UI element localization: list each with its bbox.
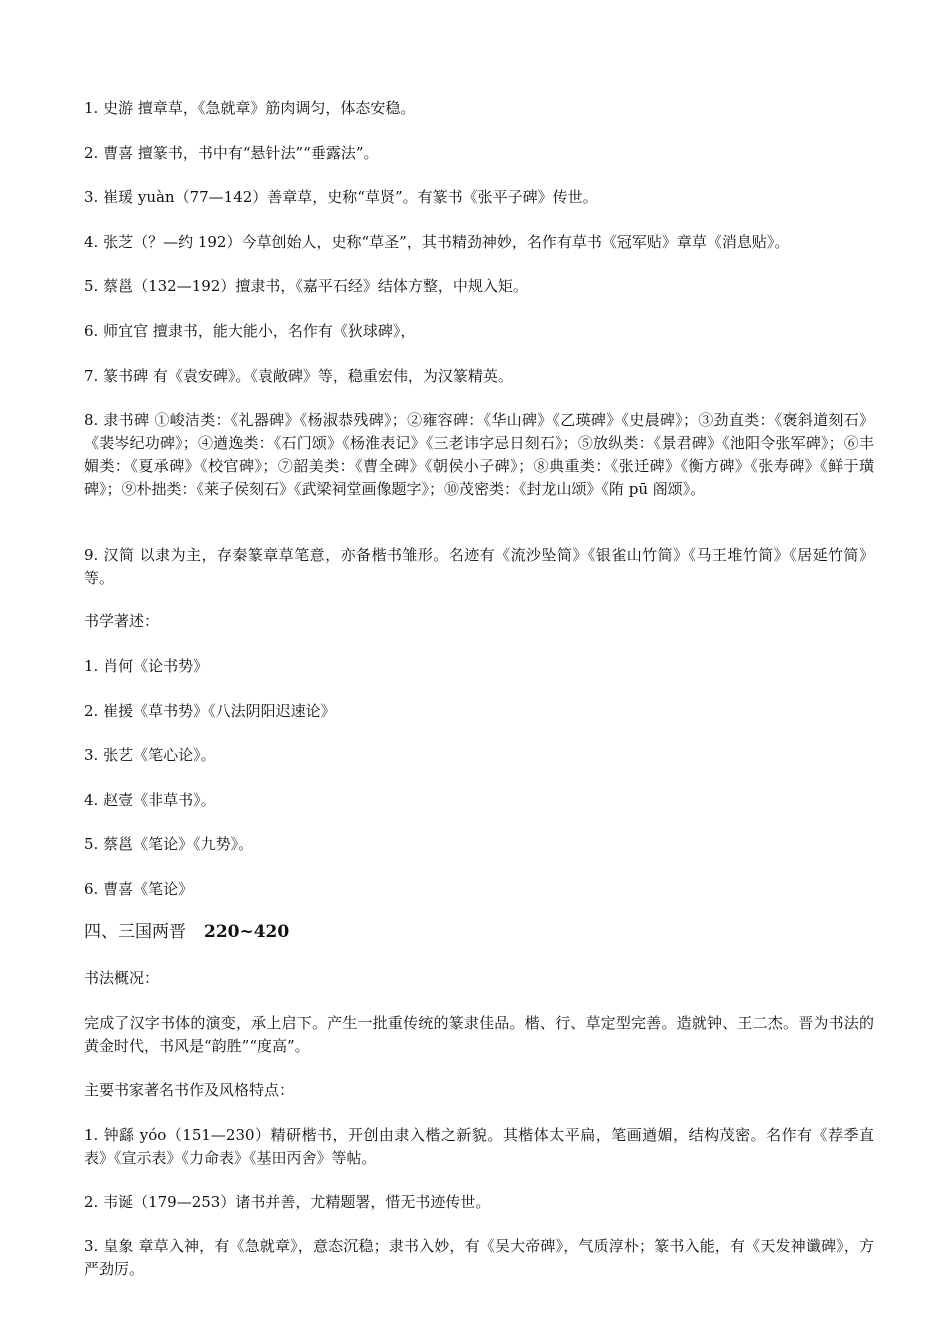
han-item: 6. 师宜官 擅隶书，能大能小，名作有《狄球碑》， bbox=[84, 322, 416, 340]
han-item: 8. 隶书碑 ①峻洁类：《礼器碑》《杨淑恭残碑》；②雍容碑：《华山碑》《乙瑛碑》《史晨碑》；③劲直类：《褒斜道刻石》《裴岑纪功碑》；④遒逸类：《石门颂》《杨淮表记》《三老讳字忌日刻石》；⑤放纵类：《景君碑》《池阳令张军碑》；⑥丰媚类：《夏承碑》《校官碑》；⑦韶美类：《曹全碑》《朝侯小子碑》；⑧典重类：《张迁碑》《衡方碑》《张寿碑》《鲜于璜碑》；⑨朴拙类：《莱子侯刻石》《武梁祠堂画像题字》；⑩茂密类：《封龙山颂》《陏 pū 阁颂》。 bbox=[84, 411, 874, 498]
treatise-item: 5. 蔡邕《笔论》《九势》。 bbox=[84, 835, 254, 853]
masters-heading: 主要书家著名书作及风格特点： bbox=[84, 1081, 295, 1099]
master-item: 2. 韦诞（179—253）诸书并善，尤精题署，惜无书迹传世。 bbox=[84, 1193, 491, 1211]
han-item: 7. 篆书碑 有《袁安碑》。《袁敞碑》等，稳重宏伟，为汉篆精英。 bbox=[84, 367, 513, 385]
han-item: 4. 张芝（？—约 192）今草创始人，史称“草圣”，其书精劲神妙，名作有草书《冠军贴》章草《消息贴》。 bbox=[84, 233, 790, 251]
treatise-item: 3. 张艺《笔心论》。 bbox=[84, 746, 216, 764]
treatise-item: 1. 肖何《论书势》 bbox=[84, 657, 209, 675]
treatise-heading: 书学著述： bbox=[84, 612, 160, 630]
treatise-item: 2. 崔援《草书势》《八法阴阳迟速论》 bbox=[84, 702, 336, 720]
section-heading bbox=[84, 920, 289, 944]
han-item: 1. 史游 擅章草，《急就章》筋肉调匀，体态安稳。 bbox=[84, 99, 416, 117]
overview-text: 完成了汉字书体的演变，承上启下。产生一批重传统的篆隶佳品。楷、行、草定型完善。造就钟、王二杰。晋为书法的黄金时代，书风是“韵胜”“度高”。 bbox=[84, 1014, 874, 1055]
section-title: 四、三国两晋 bbox=[84, 922, 186, 942]
han-item: 3. 崔瑗 yuàn（77—142）善章草，史称“草贤”。有篆书《张平子碑》传世。 bbox=[84, 188, 598, 206]
treatise-item: 6. 曹喜《笔论》 bbox=[84, 880, 194, 898]
han-item: 5. 蔡邕（132—192）擅隶书，《嘉平石经》结体方整，中规入矩。 bbox=[84, 277, 528, 295]
section-years: 220~420 bbox=[204, 922, 290, 942]
overview-heading: 书法概况： bbox=[84, 969, 160, 987]
treatise-item: 4. 赵壹《非草书》。 bbox=[84, 791, 216, 809]
master-item: 1. 钟繇 yóo（151—230）精研楷书，开创由隶入楷之新貌。其楷体太平扁，笔画遒媚，结构茂密。名作有《荐季直表》《宣示表》《力命表》《基田丙舍》等帖。 bbox=[84, 1126, 874, 1167]
han-item: 2. 曹喜 擅篆书，书中有“悬针法”“垂露法”。 bbox=[84, 144, 379, 162]
master-item: 3. 皇象 章草入神，有《急就章》，意态沉稳；隶书入妙，有《吴大帝碑》，气质淳朴；篆书入能，有《天发神谶碑》，方严劲厉。 bbox=[84, 1237, 874, 1278]
han-item: 9. 汉简 以隶为主，存秦篆章草笔意，亦备楷书雏形。名迹有《流沙坠简》《银雀山竹简》《马王堆竹简》《居延竹简》等。 bbox=[84, 546, 874, 587]
